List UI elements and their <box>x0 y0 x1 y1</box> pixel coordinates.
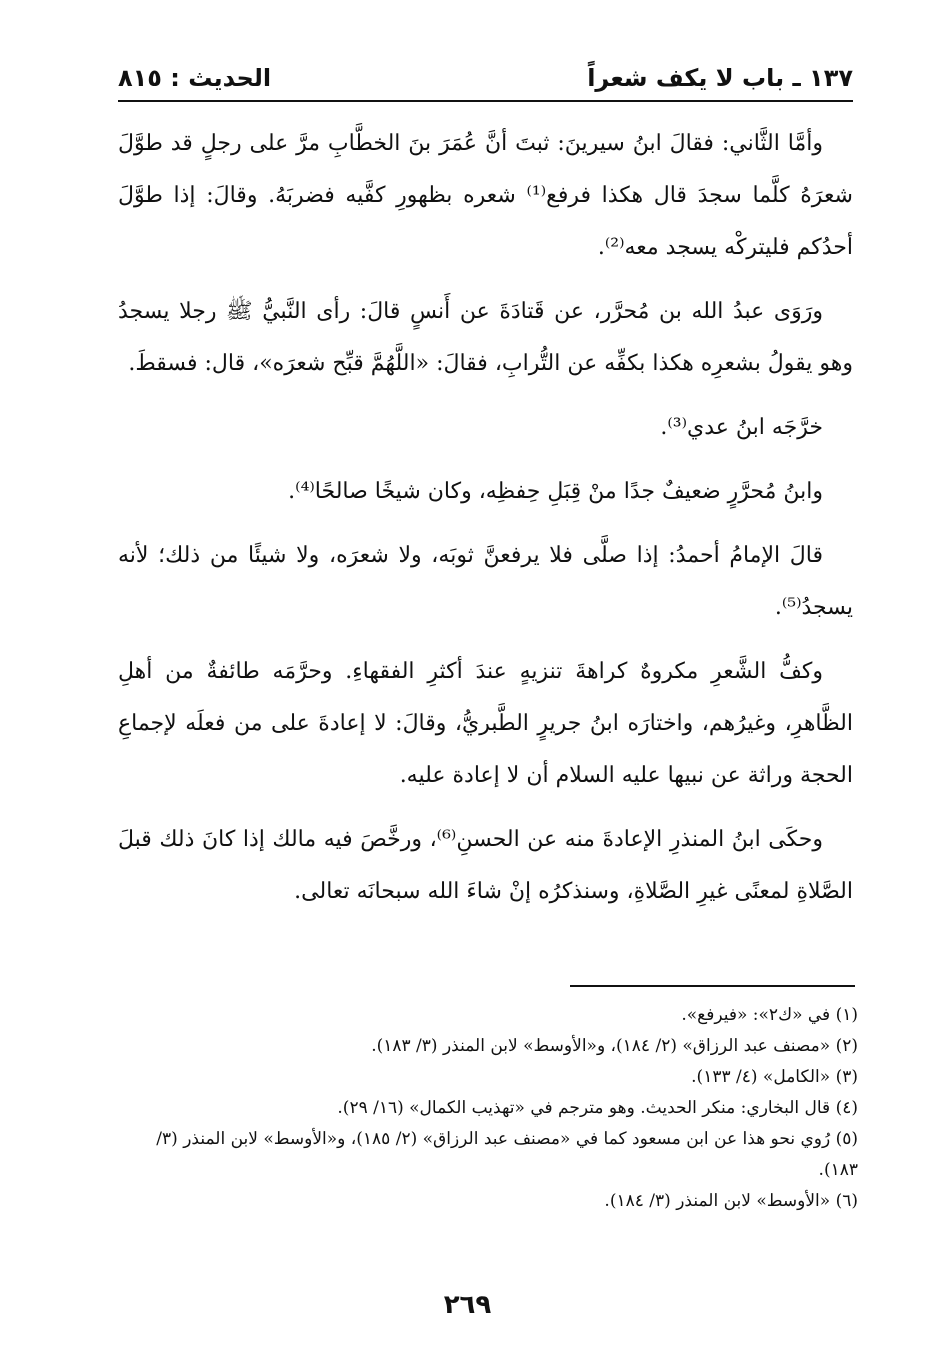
page-number: ٢٦٩ <box>443 1290 492 1320</box>
footnote: (٢) «مصنف عبد الرزاق» (٢/ ١٨٤)، و«الأوسط» لابن المنذر (٣/ ١٨٣). <box>371 1036 858 1056</box>
footnotes <box>118 1000 858 1217</box>
paragraph: وأمَّا الثَّاني: فقالَ ابنُ سيرينَ: ثبتَ أنَّ عُمَرَ بنَ الخطَّابِ مرَّ على رجلٍ قد طوَّلَ شعرَهُ كلَّما سجدَ قال هكذا فرفع⁽¹⁾ شعره بظهورِ كفَّيه فضربَهُ. وقالَ: إذا طوَّلَ أحدُكم فليتركْه يسجد معه⁽²⁾. <box>118 131 853 260</box>
running-header <box>118 62 853 102</box>
paragraph: خرَّجَه ابنُ عدي⁽³⁾. <box>660 415 823 440</box>
footnote: (١) في «ك٢»: «فيرفع». <box>681 1005 858 1025</box>
paragraph: قالَ الإمامُ أحمدُ: إذا صلَّى فلا يرفعنَّ ثوبَه، ولا شعرَه، ولا شيئًا من ذلك؛ لأنه يسجدُ⁽⁵⁾. <box>118 543 853 620</box>
footnote-divider <box>570 985 855 987</box>
paragraph: وكفُّ الشَّعرِ مكروهٌ كراهةَ تنزيهٍ عندَ أكثرِ الفقهاءِ. وحرَّمَه طائفةٌ من أهلِ الظَّاهرِ، وغيرُهم، واختارَه ابنُ جريرٍ الطَّبريُّ، وقالَ: لا إعادةَ على من فعلَه لإجماعِ الحجة وراثة عن نبيها عليه السلام أن لا إعادة عليه. <box>118 659 853 788</box>
hadith-number: الحديث : ٨١٥ <box>118 64 272 92</box>
chapter-title: ١٣٧ ـ باب لا يكف شعراً <box>587 64 853 92</box>
footnote: (٥) رُوي نحو هذا عن ابن مسعود كما في «مصنف عبد الرزاق» (٢/ ١٨٥)، و«الأوسط» لابن المنذر (٣/ ١٨٣). <box>156 1129 858 1180</box>
paragraph: ورَوَى عبدُ الله بن مُحرَّر، عن قَتادَةَ عن أَنسٍ قالَ: رأى النَّبيُّ ﷺ رجلا يسجدُ وهو يقولُ بشعرِه هكذا بكفِّه عن التُّرابِ، فقالَ: «اللَّهُمَّ قبِّح شعرَه»، قال: فسقطَ. <box>118 299 853 376</box>
paragraph: وحكَى ابنُ المنذرِ الإعادةَ منه عن الحسنِ⁽⁶⁾، ورخَّصَ فيه مالك إذا كانَ ذلك قبلَ الصَّلاةِ لمعنًى غيرِ الصَّلاةِ، وسنذكرُه إنْ شاءَ الله سبحانَه تعالى. <box>118 827 853 904</box>
main-text <box>118 118 853 930</box>
footnote: (٤) قال البخاري: منكر الحديث. وهو مترجم في «تهذيب الكمال» (١٦/ ٢٩). <box>337 1098 858 1118</box>
footnote: (٦) «الأوسط» لابن المنذر (٣/ ١٨٤). <box>604 1191 858 1211</box>
footnote: (٣) «الكامل» (٤/ ١٣٣). <box>691 1067 858 1087</box>
paragraph: وابنُ مُحرَّرٍ ضعيفٌ جدًا منْ قِبَلِ حِفظِه، وكان شيخًا صالحًا⁽⁴⁾. <box>288 479 823 504</box>
